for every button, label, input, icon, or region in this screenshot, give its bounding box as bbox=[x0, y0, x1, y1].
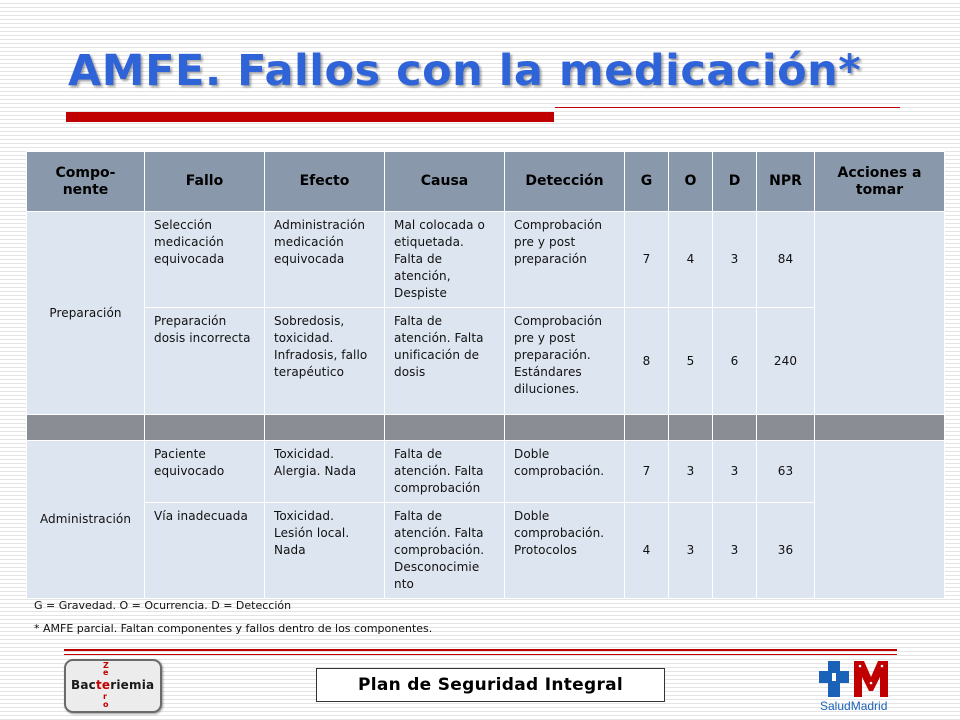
cell-d: 3 bbox=[713, 503, 757, 599]
logo-vertical-letter: Z bbox=[103, 661, 109, 670]
table-row bbox=[27, 308, 945, 415]
cell-deteccion: Doble comprobación. Protocolos bbox=[505, 503, 625, 599]
separator-cell bbox=[713, 415, 757, 441]
cell-efecto: Toxicidad. Lesión local. Nada bbox=[265, 503, 385, 599]
header-efecto: Efecto bbox=[265, 152, 385, 212]
cell-efecto: Administración medicación equivocada bbox=[265, 212, 385, 308]
header-causa: Causa bbox=[385, 152, 505, 212]
cell-fallo: Preparación dosis incorrecta bbox=[145, 308, 265, 415]
legend-note: G = Gravedad. O = Ocurrencia. D = Detección bbox=[34, 599, 292, 612]
cell-o: 4 bbox=[669, 212, 713, 308]
title-underline-thick bbox=[66, 112, 554, 122]
cell-causa: Mal colocada o etiquetada. Falta de atención, Despiste bbox=[385, 212, 505, 308]
header-d: D bbox=[713, 152, 757, 212]
cell-d: 6 bbox=[713, 308, 757, 415]
header-g: G bbox=[625, 152, 669, 212]
separator-cell bbox=[145, 415, 265, 441]
cell-deteccion: Comprobación pre y post preparación. Estándares diluciones. bbox=[505, 308, 625, 415]
separator-cell bbox=[625, 415, 669, 441]
cell-g: 4 bbox=[625, 503, 669, 599]
separator-cell bbox=[27, 415, 145, 441]
logo-vertical-letter: r bbox=[103, 692, 107, 701]
logo-word-part: te bbox=[95, 678, 111, 692]
cell-fallo: Selección medicación equivocada bbox=[145, 212, 265, 308]
cell-efecto: Sobredosis, toxicidad. Infradosis, fallo terapéutico bbox=[265, 308, 385, 415]
cell-causa: Falta de atención. Falta comprobación. Desconocimie nto bbox=[385, 503, 505, 599]
cell-o: 5 bbox=[669, 308, 713, 415]
logo-vertical-letter: e bbox=[103, 668, 109, 677]
bacteriemia-zero-logo bbox=[64, 659, 162, 713]
cell-npr: 63 bbox=[757, 441, 815, 503]
cell-efecto: Toxicidad. Alergia. Nada bbox=[265, 441, 385, 503]
header-o: O bbox=[669, 152, 713, 212]
header-npr: NPR bbox=[757, 152, 815, 212]
slide-title: AMFE. Fallos con la medicación* bbox=[68, 46, 862, 96]
cell-acciones bbox=[815, 212, 945, 415]
cell-componente: Administración bbox=[27, 441, 145, 599]
table-header-row bbox=[27, 152, 945, 212]
salud-madrid-logo bbox=[818, 657, 900, 715]
cell-fallo: Paciente equivocado bbox=[145, 441, 265, 503]
cell-deteccion: Comprobación pre y post preparación bbox=[505, 212, 625, 308]
cell-npr: 36 bbox=[757, 503, 815, 599]
cell-g: 8 bbox=[625, 308, 669, 415]
cell-o: 3 bbox=[669, 503, 713, 599]
cell-acciones bbox=[815, 441, 945, 599]
header-componente: Compo- nente bbox=[27, 152, 145, 212]
cell-o: 3 bbox=[669, 441, 713, 503]
separator-cell bbox=[815, 415, 945, 441]
separator-cell bbox=[757, 415, 815, 441]
cell-causa: Falta de atención. Falta comprobación bbox=[385, 441, 505, 503]
salud-madrid-mark-icon bbox=[818, 657, 900, 701]
cell-d: 3 bbox=[713, 441, 757, 503]
cell-fallo: Vía inadecuada bbox=[145, 503, 265, 599]
cell-g: 7 bbox=[625, 212, 669, 308]
footer-rule bbox=[64, 649, 897, 651]
separator-cell bbox=[265, 415, 385, 441]
header-fallo: Fallo bbox=[145, 152, 265, 212]
footnote: * AMFE parcial. Faltan componentes y fallos dentro de los componentes. bbox=[34, 622, 433, 635]
cell-componente: Preparación bbox=[27, 212, 145, 415]
header-acciones: Acciones a tomar bbox=[815, 152, 945, 212]
amfe-table bbox=[26, 151, 945, 599]
plan-seguridad-banner bbox=[316, 668, 665, 702]
logo-word-part: Bac bbox=[71, 678, 96, 692]
title-underline-thin bbox=[555, 107, 900, 108]
table-row bbox=[27, 212, 945, 308]
separator-row bbox=[27, 415, 945, 441]
cell-causa: Falta de atención. Falta unificación de dosis bbox=[385, 308, 505, 415]
table-row bbox=[27, 441, 945, 503]
cell-g: 7 bbox=[625, 441, 669, 503]
header-deteccion: Detección bbox=[505, 152, 625, 212]
plan-seguridad-label: Plan de Seguridad Integral bbox=[357, 675, 624, 695]
logo-word bbox=[71, 678, 154, 692]
salud-madrid-caption: SaludMadrid bbox=[820, 699, 888, 713]
separator-cell bbox=[669, 415, 713, 441]
cell-deteccion: Doble comprobación. bbox=[505, 441, 625, 503]
table-row bbox=[27, 503, 945, 599]
logo-vertical-letter: o bbox=[103, 700, 109, 709]
separator-cell bbox=[385, 415, 505, 441]
cell-npr: 84 bbox=[757, 212, 815, 308]
logo-word-part: riemia bbox=[110, 678, 155, 692]
cell-d: 3 bbox=[713, 212, 757, 308]
footer-rule-thin bbox=[64, 654, 897, 655]
separator-cell bbox=[505, 415, 625, 441]
cell-npr: 240 bbox=[757, 308, 815, 415]
